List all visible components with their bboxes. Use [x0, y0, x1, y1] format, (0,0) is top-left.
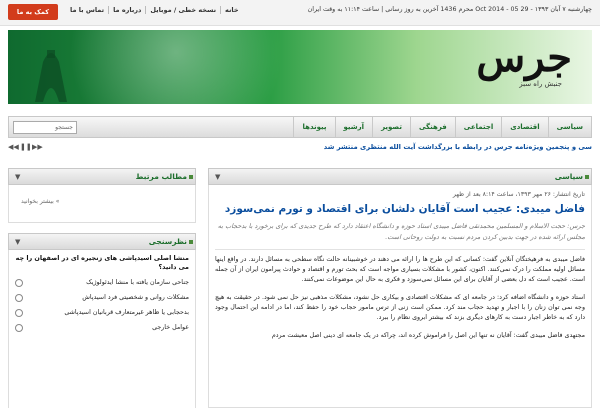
poll-option[interactable] — [15, 293, 189, 302]
poll-option[interactable] — [15, 323, 189, 332]
bullet-icon — [189, 175, 193, 179]
header-banner — [8, 30, 592, 104]
bullet-icon — [189, 240, 193, 244]
poll-option-label: جناحی سازمان یافته با منشا ایدئولوژیک — [86, 279, 189, 286]
poll-radio[interactable] — [15, 294, 23, 302]
poll-option-label: بدحجابی یا ظاهر غیرمتعارف قربانیان اسیدپاشی — [64, 309, 189, 316]
help-us-button[interactable]: کمک به ما — [8, 4, 58, 20]
publish-date: تاریخ انتشار: ۲۶ مهر ۱۳۹۳، ساعت ۸:۱۴ بعد از ظهر — [452, 191, 585, 198]
related-box — [8, 185, 196, 223]
site-logo[interactable] — [452, 34, 572, 100]
section-title: سیاسی — [554, 172, 583, 181]
article-body — [208, 185, 592, 408]
link-mobile[interactable]: نسخه خطی / موبایل — [145, 6, 220, 14]
related-title: مطالب مرتبط — [135, 172, 187, 181]
divider — [215, 249, 585, 250]
poll-radio[interactable] — [15, 279, 23, 287]
poll-question: منشا اصلی اسیدپاشی های زنجیره ای در اصفهان را چه می دانید؟ — [15, 254, 189, 271]
sidebar — [8, 168, 196, 408]
article-paragraph: فاضل میبدی به فرهیختگان آنلاین گفت: کسانی که این طرح ها را ارائه می دهند در خوشبینانه حالت نگاه سطحی به مسائل دارند. در واقع اینها مسائل اولیه مملکت را درک نمی‌کنند. اکنون، کشور با مشکلات بسیاری مواجه است که بحث تورم و اقتصاد و حوادث پیرامون ایران از آن جمله است. عجیب است که دل بعضی از آقایان برای این مسائل نمی‌سوزد و فکری به حال این موضوعات نمی‌کنند. — [215, 256, 585, 283]
link-contact[interactable]: تماس با ما — [70, 6, 105, 14]
poll-title: نظرسنجی — [148, 237, 187, 246]
logo-subtitle: جنبش راه سبز — [519, 80, 562, 88]
nav-politics[interactable]: سیاسی — [548, 117, 591, 137]
poll-box — [8, 250, 196, 408]
news-ticker — [8, 141, 592, 155]
azadi-tower-icon — [33, 40, 69, 102]
poll-option[interactable] — [15, 278, 189, 287]
nav-photo[interactable]: تصویر — [372, 117, 410, 137]
chevron-down-icon[interactable]: ▼ — [15, 173, 21, 181]
ticker-next-icon[interactable]: ▶▶ — [32, 143, 43, 151]
poll-header — [8, 233, 196, 250]
poll-radio[interactable] — [15, 324, 23, 332]
section-header — [208, 168, 592, 185]
read-more-link[interactable]: » بیشتر بخوانید — [21, 198, 60, 205]
article-lead: جرس: حجت الاسلام و المسلمین محمدتقی فاضل میبدی استاد حوزه و دانشگاه اعتقاد دارد که طرح جدیدی که برای برخورد با بدحجاب به مجلس ارائه شده در جهت بدبین کردن مردم نسبت به دولت روحانی است. — [217, 222, 585, 241]
logo-text: جرس — [476, 34, 572, 81]
link-home[interactable]: خانه — [220, 6, 243, 14]
date-line: چهارشنبه ۷ آبان ۱۳۹۳ - 29 Oct 2014 - 05 محرم 1436 آخرین به روز رسانی | ساعت ۱۱:۱۴ به وقت ایران — [307, 6, 592, 13]
article-headline[interactable]: فاضل میبدی: عجیب است آقایان دلشان برای اقتصاد و تورم نمی‌سوزد — [224, 203, 585, 215]
nav-social[interactable]: اجتماعی — [455, 117, 502, 137]
poll-option[interactable] — [15, 308, 189, 317]
bullet-icon — [585, 175, 589, 179]
main-nav — [8, 116, 592, 138]
nav-archive[interactable]: آرشیو — [335, 117, 373, 137]
poll-option-label: مشکلات روانی و شخصیتی فرد اسیدپاش — [82, 294, 189, 301]
chevron-down-icon[interactable]: ▼ — [215, 173, 221, 181]
search-input[interactable]: جستجو — [13, 121, 77, 134]
top-links — [66, 6, 243, 14]
top-bar — [0, 0, 600, 26]
poll-option-label: عوامل خارجی — [152, 324, 189, 331]
nav-culture[interactable]: فرهنگی — [410, 117, 455, 137]
ticker-text[interactable]: سی و پنجمین ویژه‌نامه جرس در رابطه با بزرگداشت آیت الله منتظری منتشر شد — [323, 143, 592, 151]
ticker-prev-icon[interactable]: ◀◀ — [8, 143, 19, 151]
nav-economy[interactable]: اقتصادی — [501, 117, 547, 137]
nav-links[interactable]: پیوندها — [293, 117, 334, 137]
link-about[interactable]: درباره ما — [108, 6, 145, 14]
poll-radio[interactable] — [15, 309, 23, 317]
related-header — [8, 168, 196, 185]
chevron-down-icon[interactable]: ▼ — [15, 238, 21, 246]
article-paragraph: استاد حوزه و دانشگاه اضافه کرد: در جامعه ای که مشکلات اقتصادی و بیکاری حل نشود، مشکلات مذهبی نیز حل نمی شود. در حقیقت به هیچ وجه نمی توان زنان را با اجبار و تهدید حجاب مند کرد. ممکن است زنی از ترس مامور حجاب خود را حفظ کند، اما در ادامه این احتمال وجود دارد که به خاطر اجبار دست به کارهای دیگری بزند که بیشتر ابروی نظام را ببرد. — [215, 294, 585, 321]
ticker-pause-icon[interactable]: ❚❚ — [20, 143, 32, 151]
article-paragraph: مجتهدی فاضل میبدی گفت: آقایان نه تنها این اصل را فراموش کرده اند، چراکه در یک جامعه ای دینی اصل معیشت مردم — [271, 332, 585, 339]
article-column — [208, 168, 592, 408]
